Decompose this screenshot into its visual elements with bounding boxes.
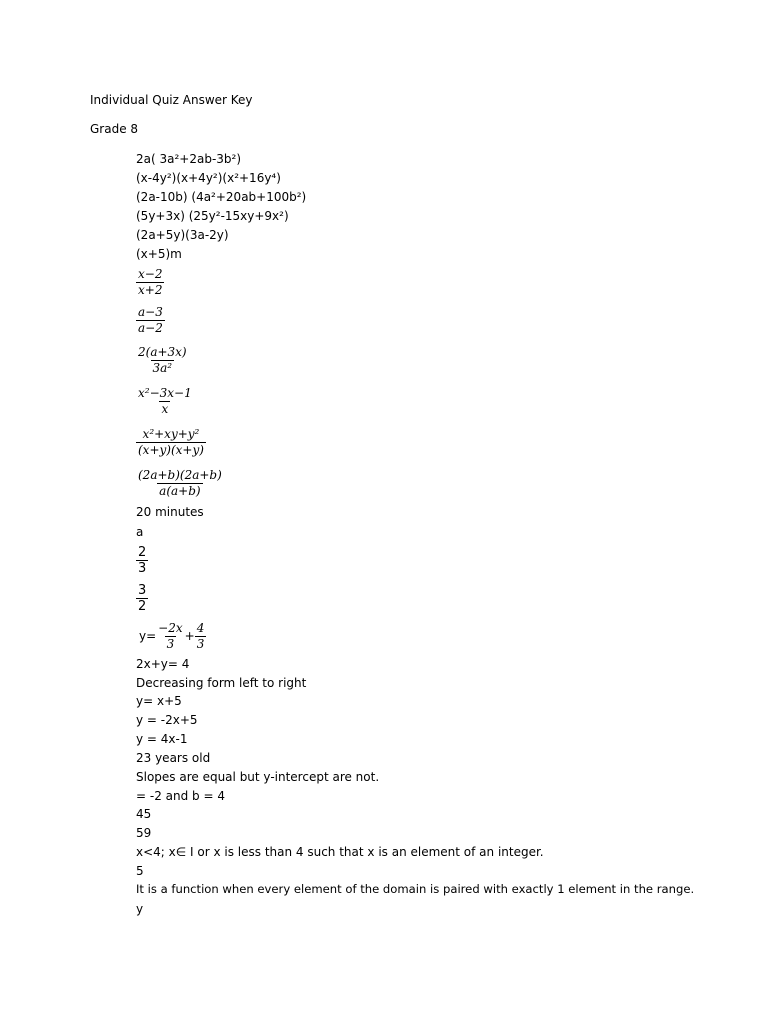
numerator: a−3 — [138, 304, 163, 319]
answer-text: 45 — [136, 807, 152, 821]
answer-text: 5 — [136, 864, 144, 878]
equation-prefix: y= — [139, 629, 157, 643]
answer-fraction — [136, 386, 194, 417]
numerator: x−2 — [138, 266, 163, 281]
answer-text: (2a-10b) (4a²+20ab+100b²) — [136, 190, 307, 204]
fraction — [136, 427, 206, 458]
document-title: Individual Quiz Answer Key — [90, 93, 253, 107]
denominator: 3 — [166, 636, 175, 651]
denominator: a−2 — [138, 320, 163, 335]
answer-equation — [139, 621, 206, 652]
fraction — [136, 545, 148, 576]
fraction — [136, 345, 189, 376]
answer-text: It is a function when every element of the domain is paired with exactly 1 element in the range. — [136, 882, 695, 896]
denominator: 3 — [138, 560, 147, 576]
answer-fraction — [136, 583, 148, 614]
answer-text: (x+5)m — [136, 247, 182, 261]
plus-sign: + — [184, 629, 195, 643]
answer-text: (2a+5y)(3a-2y) — [136, 228, 229, 242]
numerator: 4 — [196, 620, 205, 635]
denominator: 3 — [196, 636, 205, 651]
answer-text: (x-4y²)(x+4y²)(x²+16y⁴) — [136, 171, 281, 185]
numerator: (2a+b)(2a+b) — [138, 467, 222, 482]
answer-fraction — [136, 545, 148, 576]
denominator: a(a+b) — [159, 483, 201, 498]
answer-text: Decreasing form left to right — [136, 676, 307, 690]
answer-text: 2x+y= 4 — [136, 657, 190, 671]
numerator: x²−3x−1 — [138, 385, 192, 400]
denominator: 3a² — [152, 360, 173, 375]
grade-label: Grade 8 — [90, 122, 139, 136]
numerator: 2(a+3x) — [138, 344, 187, 359]
fraction — [156, 621, 184, 652]
answer-text: a — [136, 525, 144, 539]
answer-text: 23 years old — [136, 751, 211, 765]
denominator: x — [161, 401, 169, 416]
numerator: −2x — [158, 620, 183, 635]
answer-text: 2a( 3a²+2ab-3b²) — [136, 152, 242, 166]
fraction — [136, 305, 165, 336]
fraction — [195, 621, 207, 652]
denominator: 2 — [138, 598, 147, 614]
answer-fraction — [136, 305, 165, 336]
answer-text: x<4; x∈ I or x is less than 4 such that x is an element of an integer. — [136, 845, 544, 859]
fraction — [136, 468, 224, 499]
answer-text: y — [136, 902, 144, 916]
answer-text: y = 4x-1 — [136, 732, 188, 746]
denominator: (x+y)(x+y) — [138, 442, 204, 457]
answer-fraction — [136, 427, 206, 458]
answer-text: y = -2x+5 — [136, 713, 198, 727]
numerator: 2 — [138, 544, 147, 560]
answer-text: 20 minutes — [136, 505, 204, 519]
answer-fraction — [136, 468, 224, 499]
answer-text: 59 — [136, 826, 152, 840]
answer-text: (5y+3x) (25y²-15xy+9x²) — [136, 209, 289, 223]
answer-fraction — [136, 345, 189, 376]
answer-text: = -2 and b = 4 — [136, 789, 225, 803]
answer-fraction — [136, 267, 164, 298]
fraction — [136, 267, 164, 298]
fraction — [136, 386, 194, 417]
answer-text: y= x+5 — [136, 694, 182, 708]
denominator: x+2 — [138, 282, 163, 297]
answer-text: Slopes are equal but y-intercept are not. — [136, 770, 380, 784]
numerator: 3 — [138, 582, 147, 598]
fraction — [136, 583, 148, 614]
numerator: x²+xy+y² — [142, 426, 200, 441]
